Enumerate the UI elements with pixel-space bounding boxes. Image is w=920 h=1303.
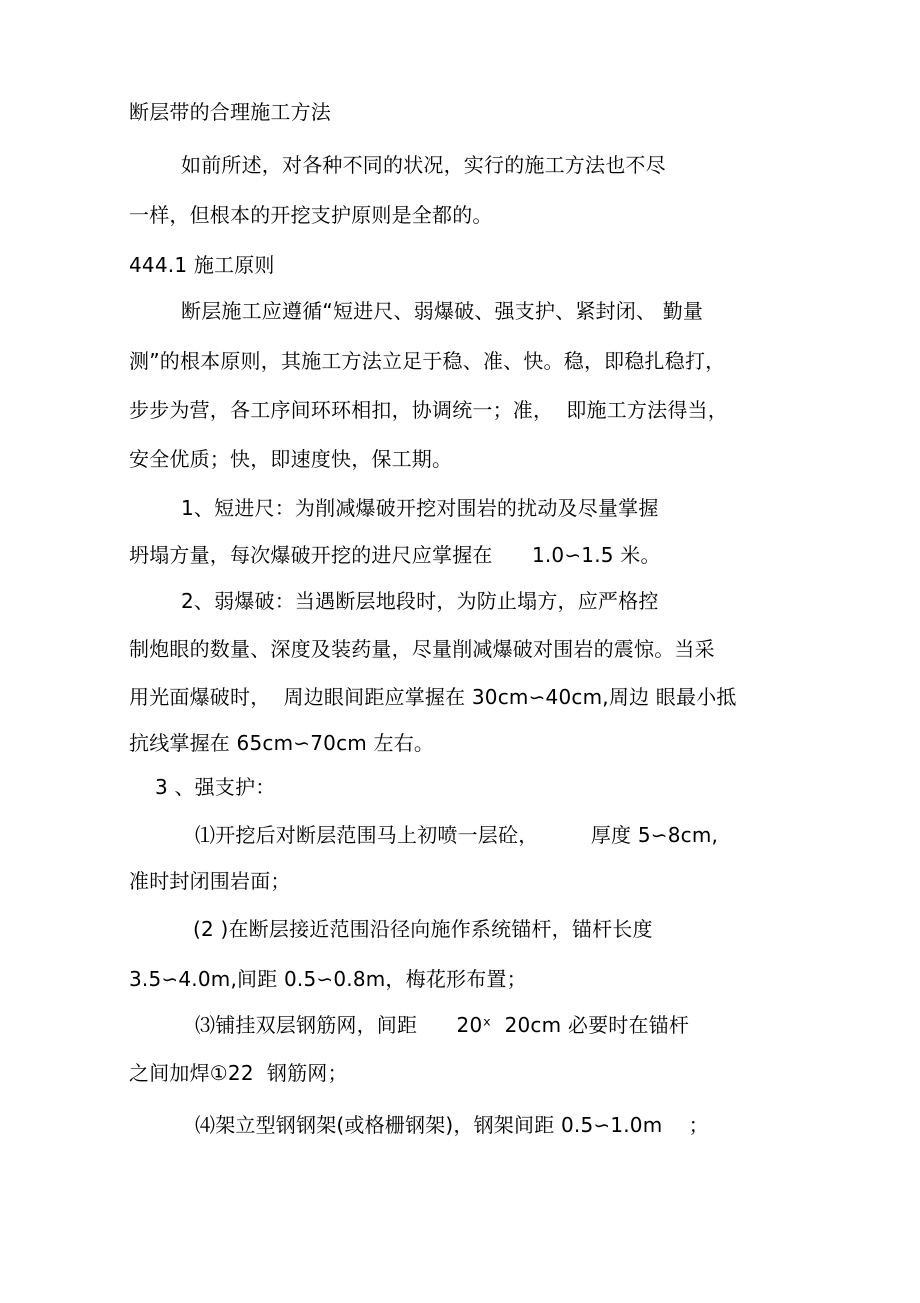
sub-item-line: 3.5∽4.0m,间距 0.5∽0.8m，梅花形布置； [129,967,527,991]
paragraph-line: 如前所述，对各种不同的状况，实行的施工方法也不尽 [181,153,666,177]
list-item-line: 1、短进尺：为削减爆破开挖对围岩的扰动及尽量掌握 [181,496,659,520]
sub-item-line: ⑶铺挂双层钢筋网，间距 20ˣ 20cm 必要时在锚杆 [195,1013,690,1037]
sub-item-line: ⑷架立型钢钢架(或格栅钢架)，钢架间距 0.5∽1.0m ； [195,1113,709,1137]
list-item-line: 坍塌方量，每次爆破开挖的进尺应掌握在 1.0∽1.5 米。 [129,543,661,567]
sub-item-line: 之间加焊①22 钢筋网； [129,1061,348,1085]
paragraph-line: 断层施工应遵循“短进尺、弱爆破、强支护、紧封闭、 勤量 [181,299,704,323]
paragraph-line: 安全优质；快，即速度快，保工期。 [129,447,453,471]
list-item-line: 抗线掌握在 65cm∽70cm 左右。 [129,731,435,755]
section-heading: 444.1 施工原则 [129,253,275,277]
paragraph-line: 测”的根本原则，其施工方法立足于稳、准、快。稳，即稳扎稳打， [129,349,726,373]
paragraph-line: 步步为营，各工序间环环相扣，协调统一；准， 即施工方法得当， [129,398,728,422]
list-item-line: 制炮眼的数量、深度及装药量，尽量削减爆破对围岩的震惊。当采 [129,637,715,661]
sub-item-line: ⑴开挖后对断层范围马上初喷一层砼， 厚度 5∽8cm, [195,823,719,847]
list-item-line: 3 、强支护： [155,775,276,799]
sub-item-line: 准时封闭围岩面； [129,869,291,893]
paragraph-line: 一样，但根本的开挖支护原则是全都的。 [129,203,493,227]
sub-item-line: (2 )在断层接近范围沿径向施作系统锚杆，锚杆长度 [193,917,653,941]
document-title: 断层带的合理施工方法 [129,100,331,124]
list-item-line: 2、弱爆破：当遇断层地段时，为防止塌方，应严格控 [181,589,659,613]
list-item-line: 用光面爆破时， 周边眼间距应掌握在 30cm∽40cm,周边 眼最小抵 [129,685,737,709]
